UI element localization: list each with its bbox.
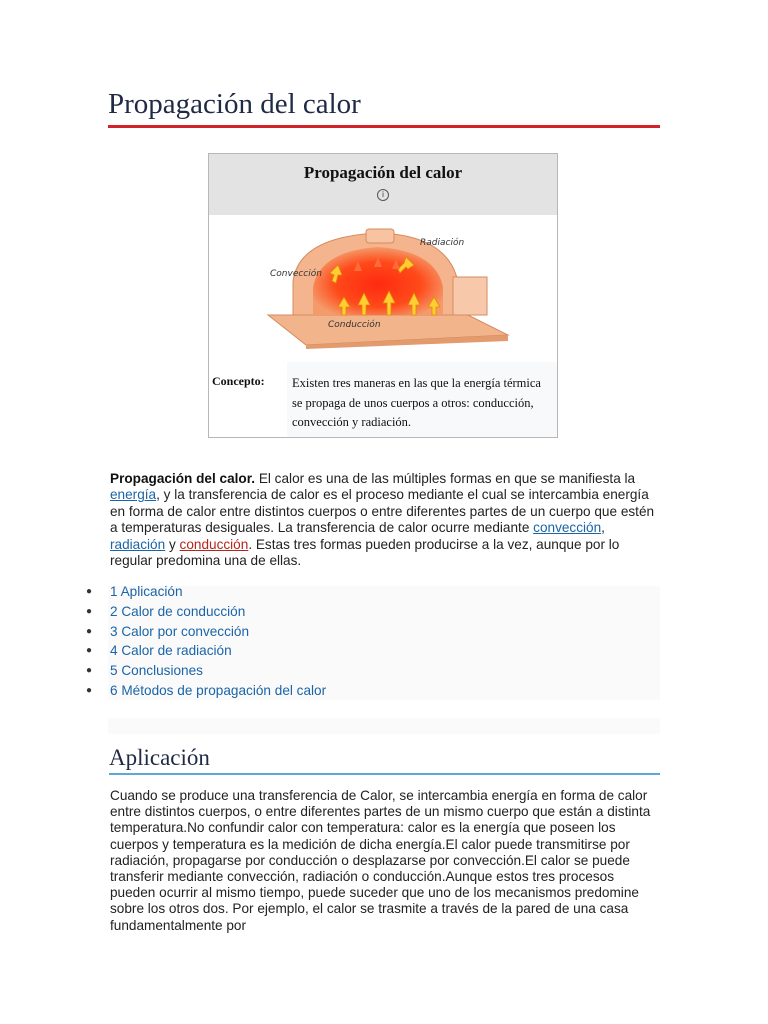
intro-text-5: . Estas tres formas pueden producirse a la vez, aunque por lo regular predomina una de ellas.: [110, 536, 620, 569]
heat-propagation-illustration: [258, 227, 510, 349]
infobox: [208, 153, 558, 438]
intro-text-4: y: [165, 536, 180, 552]
toc-item[interactable]: ● 2 Calor de conducción: [80, 602, 660, 622]
toc-item[interactable]: ● 3 Calor por convección: [80, 622, 660, 642]
bullet-icon: ●: [86, 645, 93, 657]
label-conveccion: Convección: [270, 269, 322, 279]
page-title: Propagación del calor: [108, 88, 660, 128]
bullet-icon: ●: [86, 625, 93, 637]
toc-item[interactable]: ● 5 Conclusiones: [80, 661, 660, 681]
link-conduccion[interactable]: conducción: [179, 536, 249, 552]
toc-footer-background: [108, 718, 660, 734]
intro-text-3: ,: [601, 520, 605, 536]
link-energia[interactable]: energía: [110, 487, 157, 503]
bullet-icon: ●: [86, 665, 93, 677]
bullet-icon: ●: [86, 586, 93, 597]
link-radiacion[interactable]: radiación: [110, 536, 166, 552]
section-title: Aplicación: [109, 745, 660, 775]
intro-paragraph: [110, 471, 662, 569]
intro-text-2: , y la transferencia de calor es el proceso mediante el cual se intercambia energía en forma de calor entre distintos cuerpos o entre diferentes partes de un cuerpo que estén a temperaturas desiguales. La transferencia de calor ocurre mediante: [110, 487, 655, 536]
toc-item[interactable]: ● 4 Calor de radiación: [80, 641, 660, 661]
info-icon[interactable]: i: [377, 189, 389, 201]
bullet-icon: ●: [86, 684, 93, 696]
label-radiacion: Radiación: [420, 238, 465, 248]
intro-text-1: El calor es una de las múltiples formas en que se manifiesta la: [255, 471, 636, 486]
intro-bold-lead: Propagación del calor.: [110, 471, 256, 486]
infobox-title: Propagación del calor: [303, 163, 463, 182]
infobox-header: [209, 154, 557, 215]
toc-item[interactable]: ● 1 Aplicación: [80, 582, 660, 602]
section-body: Cuando se produce una transferencia de Calor, se intercambia energía en forma de calor entre distintos cuerpos, o entre diferentes partes de un mismo cuerpo que están a distinta temperatura.No confundir calor con temperatura: calor es la energía que poseen los cuerpos y temperatura es la medición de dicha energía.El calor puede transmitirse por radiación, propagarse por conducción o desplazarse por convección.El calor se puede transferir mediante convección, radiación o conducción.Aunque estos tres procesos pueden ocurrir al mismo tiempo, puede suceder que uno de los mecanismos predomine sobre los otros dos. Por ejemplo, el calor se trasmite a través de la pared de una casa fundamentalmente por: [110, 788, 651, 933]
table-of-contents: [80, 582, 660, 700]
concept-label: Concepto:: [212, 374, 265, 388]
link-conveccion[interactable]: convección: [533, 520, 602, 536]
concept-text: Existen tres maneras en las que la energía térmica se propaga de unos cuerpos a otros: conducción, convección y radiación.: [287, 362, 557, 437]
toc-item[interactable]: ● 6 Métodos de propagación del calor: [80, 681, 660, 701]
bullet-icon: ●: [86, 605, 93, 617]
label-conduccion: Conducción: [328, 320, 381, 330]
